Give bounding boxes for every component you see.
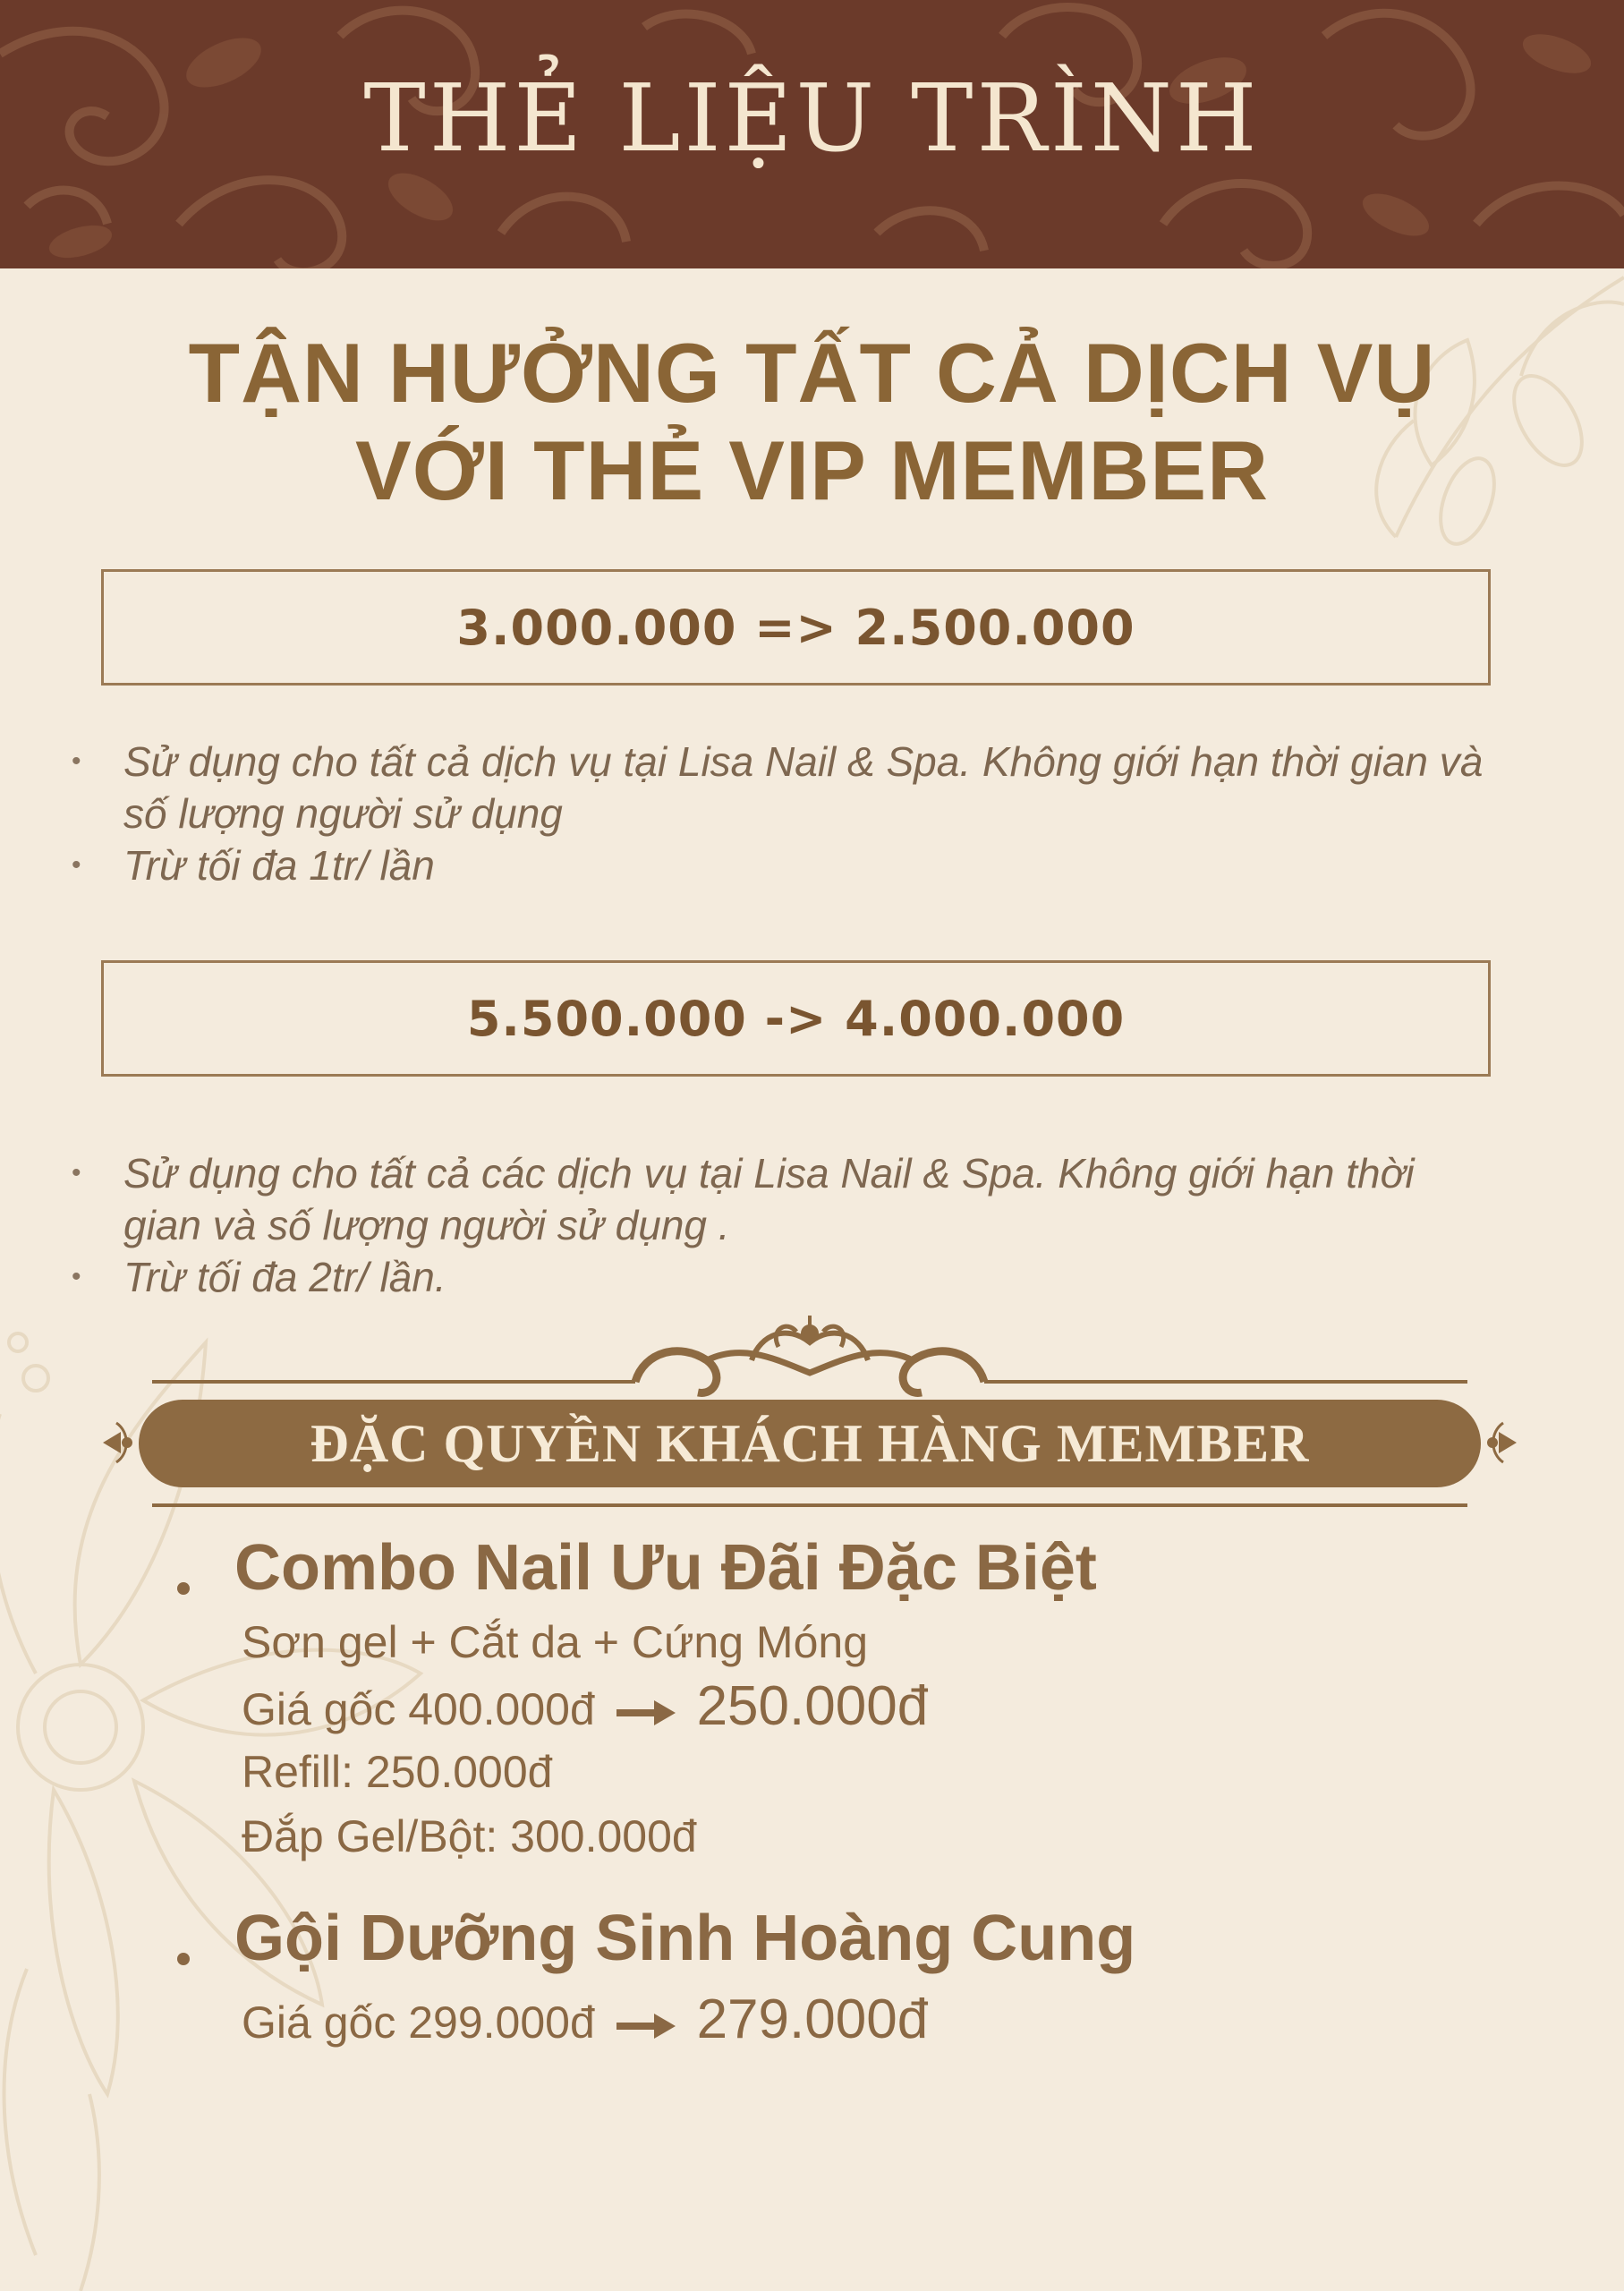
headline-line-1: TẬN HƯỞNG TẤT CẢ DỊCH VỤ xyxy=(188,326,1436,420)
package-2-price: 5.500.000 -> 4.000.000 xyxy=(466,990,1126,1047)
perk-1-price-row xyxy=(242,1675,929,1737)
perk-1-description: Sơn gel + Cắt da + Cứng Móng xyxy=(242,1617,868,1667)
headline-line-2: VỚI THẺ VIP MEMBER xyxy=(355,423,1269,518)
perk-2-original-price: Giá gốc 299.000đ xyxy=(242,1997,595,2048)
perk-2-bullet-dot xyxy=(177,1953,190,1965)
perk-1-title: Combo Nail Ưu Đãi Đặc Biệt xyxy=(234,1532,1097,1604)
perk-1-extra: Đắp Gel/Bột: 300.000đ xyxy=(242,1811,697,1861)
package-2-price-box xyxy=(101,960,1491,1077)
package-1-price: 3.000.000 => 2.500.000 xyxy=(456,599,1135,656)
perk-1-bullet-dot xyxy=(177,1582,190,1595)
perk-2-price-row xyxy=(242,1989,929,2050)
package-2-bullet-1: • Sử dụng cho tất cả các dịch vụ tại Lisa Nail & Spa. Không giới hạn thời gian và số lượng người sử dụng . xyxy=(72,1147,1503,1251)
header-band xyxy=(0,0,1624,268)
perk-2-title: Gội Dưỡng Sinh Hoàng Cung xyxy=(234,1903,1136,1974)
package-1-bullet-1: • Sử dụng cho tất cả dịch vụ tại Lisa Nail & Spa. Không giới hạn thời gian và số lượng người sử dụng xyxy=(72,736,1503,839)
package-2-details xyxy=(72,1147,1503,1303)
page-title: THẺ LIỆU TRÌNH xyxy=(363,64,1261,173)
member-banner-pill xyxy=(139,1400,1481,1487)
perk-2-sale-price: 279.000đ xyxy=(696,1989,929,2050)
member-banner xyxy=(98,1307,1521,1521)
arrow-right-icon xyxy=(616,1695,676,1731)
package-1-bullet-2: • Trừ tối đa 1tr/ lần xyxy=(72,839,1503,891)
headline xyxy=(0,324,1624,519)
perk-1-original-price: Giá gốc 400.000đ xyxy=(242,1684,595,1734)
member-banner-label: ĐẶC QUYỀN KHÁCH HÀNG MEMBER xyxy=(310,1413,1310,1473)
arrow-right-icon xyxy=(616,2008,676,2044)
package-1-price-box xyxy=(101,569,1491,686)
perk-1-sale-price: 250.000đ xyxy=(696,1675,929,1737)
package-1-details xyxy=(72,736,1503,891)
perk-1-refill: Refill: 250.000đ xyxy=(242,1747,553,1797)
package-2-bullet-2: • Trừ tối đa 2tr/ lần. xyxy=(72,1251,1503,1303)
